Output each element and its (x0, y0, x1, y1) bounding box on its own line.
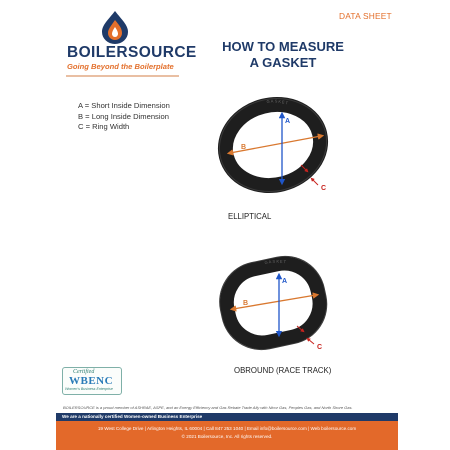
badge-subtitle: Women's Business Enterprise (65, 387, 113, 391)
dimension-c-arrow-2 (312, 179, 318, 185)
legend-item-c: C = Ring Width (78, 122, 130, 131)
footer-address: 19 West College Drive | Arlington Heights, IL 60004 | Call 847 253 1040 | Email info@boilersource.com | Web boilersource.com (97, 426, 357, 431)
label-a: A (282, 278, 288, 285)
label-c: C (317, 344, 323, 351)
obround-caption: OBROUND (RACE TRACK) (234, 366, 332, 375)
badge-certified-text: Certified (73, 369, 95, 375)
gasket-imprint: GASKET (264, 258, 288, 265)
page-title-line-2: A GASKET (249, 55, 317, 70)
dimension-legend (78, 101, 170, 133)
label-b: B (241, 144, 247, 151)
data-sheet-label: DATA SHEET (339, 11, 392, 21)
gasket-ring (221, 257, 326, 349)
legend-item-b: B = Long Inside Dimension (78, 111, 169, 121)
obround-gasket-diagram (215, 250, 335, 360)
membership-statement: BOILERSOURCE is a proud member of ASHRAE, ASPE, and an Energy Efficiency and Gas Rebate Trade Ally with Nicor Gas, Peoples Gas, and North Shore Gas. (63, 405, 353, 410)
label-b: B (243, 300, 249, 307)
footer-certification-text: We are a nationally certified Women-owned Business Enterprise (62, 414, 203, 419)
page-title-line-1: HOW TO MEASURE (222, 39, 344, 54)
label-a: A (285, 118, 291, 125)
gasket-imprint: GASKET (266, 98, 290, 106)
dimension-c-arrow-2 (308, 339, 314, 344)
brand-name: BOILERSOURCE (67, 44, 197, 61)
label-c: C (321, 185, 327, 192)
wbenc-certification-badge (62, 367, 122, 395)
header-divider (66, 75, 179, 77)
elliptical-caption: ELLIPTICAL (228, 212, 272, 221)
footer-copyright: © 2021 Boilersource, Inc. All rights reserved. (181, 434, 273, 439)
footer-contact-bar (56, 421, 398, 450)
legend-item-a: A = Short Inside Dimension (78, 101, 170, 110)
badge-wbenc-text: WBENC (69, 375, 114, 387)
footer-certification-bar (56, 413, 398, 421)
flame-drop-logo-icon (100, 10, 130, 44)
brand-tagline: Going Beyond the Boilerplate (67, 62, 174, 71)
elliptical-gasket-diagram (215, 93, 335, 203)
